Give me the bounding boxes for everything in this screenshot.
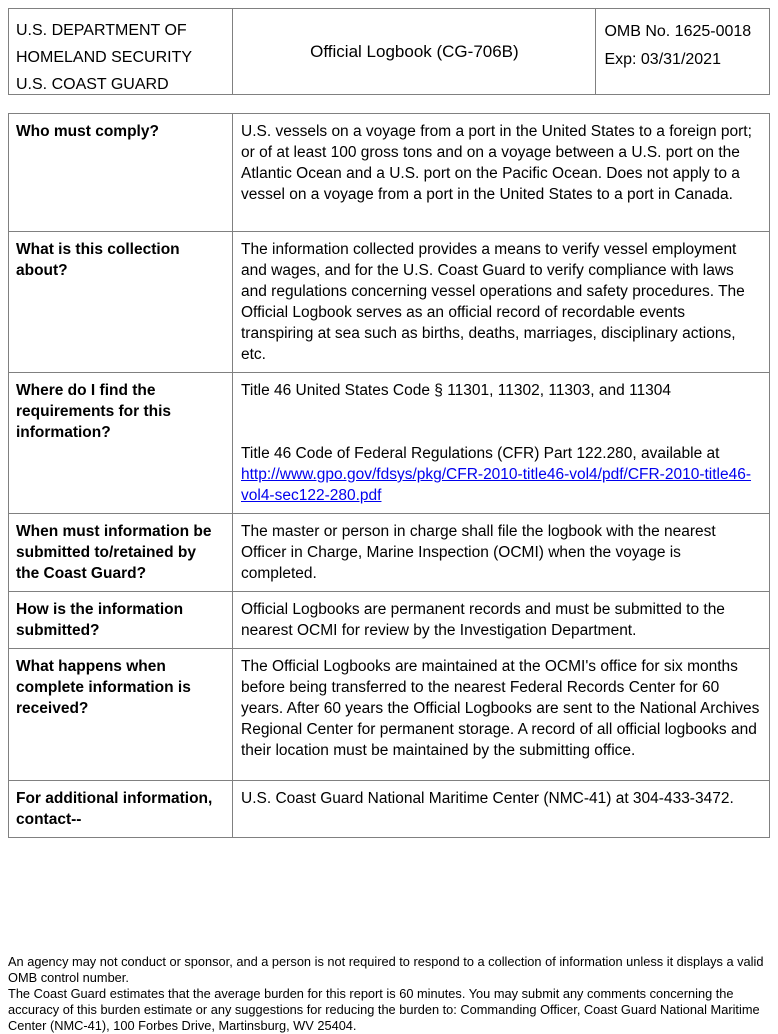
faq-table — [8, 113, 770, 838]
form-title: Official Logbook (CG-706B) — [310, 41, 519, 61]
form-title-cell — [233, 9, 596, 94]
question-how-submitted: How is the information submitted? — [9, 592, 233, 648]
table-row — [9, 232, 769, 373]
footer-note — [8, 954, 766, 1034]
omb-expiration: Exp: 03/31/2021 — [604, 51, 721, 68]
question-requirements-location: Where do I find the requirements for this information? — [9, 373, 233, 513]
table-row — [9, 373, 769, 514]
form-header-table — [8, 8, 770, 95]
question-collection-about: What is this collection about? — [9, 232, 233, 372]
answer-additional-info-contact: U.S. Coast Guard National Maritime Center (NMC-41) at 304-433-3472. — [241, 790, 734, 807]
answer-requirements-location — [233, 373, 769, 513]
question-additional-info-contact: For additional information, contact-- — [9, 781, 233, 837]
table-row — [9, 781, 769, 838]
answer-what-happens: The Official Logbooks are maintained at the OCMI's office for six months before being transferred to the nearest Federal Records Center for 60 years. After 60 years the Official Logbooks are sent to the National Archives Regional Center for permanent storage. A record of all official logbooks and their location must be maintained by the submitting office. — [241, 658, 760, 759]
agency-line-1: U.S. DEPARTMENT OF — [16, 22, 187, 39]
burden-statement-text: The Coast Guard estimates that the average burden for this report is 60 minutes. You may submit any comments concerning the accuracy of this burden estimate or any suggestions for reducing the burden to: Commanding Officer, Coast Guard National Maritime Center (NMC-41), 100 Forbes Drive, Martinsburg, WV 25404. — [8, 986, 760, 1033]
table-row — [9, 114, 769, 232]
answer-collection-about: The information collected provides a means to verify vessel employment and wages, and for the U.S. Coast Guard to verify compliance with laws and regulations concerning vessel operations and safety procedures. The Official Logbook serves as an official record of recordable events transpiring at sea such as births, deaths, marriages, disciplinary actions, etc. — [241, 241, 745, 363]
answer-how-submitted: Official Logbooks are permanent records and must be submitted to the nearest OCMI for review by the Investigation Department. — [241, 601, 725, 639]
table-row — [9, 514, 769, 592]
omb-disclaimer-text: An agency may not conduct or sponsor, and a person is not required to respond to a collection of information unless it displays a valid OMB control number. — [8, 954, 764, 985]
cfr-pdf-link[interactable]: http://www.gpo.gov/fdsys/pkg/CFR-2010-title46-vol4/pdf/CFR-2010-title46-vol4-sec122-280.pdf — [241, 466, 752, 504]
table-row — [9, 649, 769, 781]
document-page — [8, 8, 770, 1034]
agency-line-3: U.S. COAST GUARD — [16, 76, 169, 93]
table-row — [9, 592, 769, 649]
answer-when-submitted: The master or person in charge shall file the logbook with the nearest Officer in Charge, Marine Inspection (OCMI) when the voyage is completed. — [241, 523, 716, 582]
omb-cell — [596, 9, 769, 94]
question-when-submitted: When must information be submitted to/retained by the Coast Guard? — [9, 514, 233, 591]
agency-line-2: HOMELAND SECURITY — [16, 49, 193, 66]
omb-number: OMB No. 1625-0018 — [604, 23, 752, 40]
agency-name-cell — [9, 9, 233, 94]
cfr-citation — [241, 443, 761, 506]
answer-who-must-comply: U.S. vessels on a voyage from a port in the United States to a foreign port; or of at least 100 gross tons and on a voyage between a U.S. port on the Atlantic Ocean and a U.S. port on the Pacific Ocean. Does not apply to a vessel on a voyage from a port in the United States to a port in Canada. — [241, 123, 752, 203]
cfr-citation-text: Title 46 Code of Federal Regulations (CFR) Part 122.280, available at — [241, 445, 720, 462]
usc-citation: Title 46 United States Code § 11301, 11302, 11303, and 11304 — [241, 382, 672, 399]
question-what-happens: What happens when complete information is received? — [9, 649, 233, 780]
question-who-must-comply: Who must comply? — [9, 114, 233, 231]
